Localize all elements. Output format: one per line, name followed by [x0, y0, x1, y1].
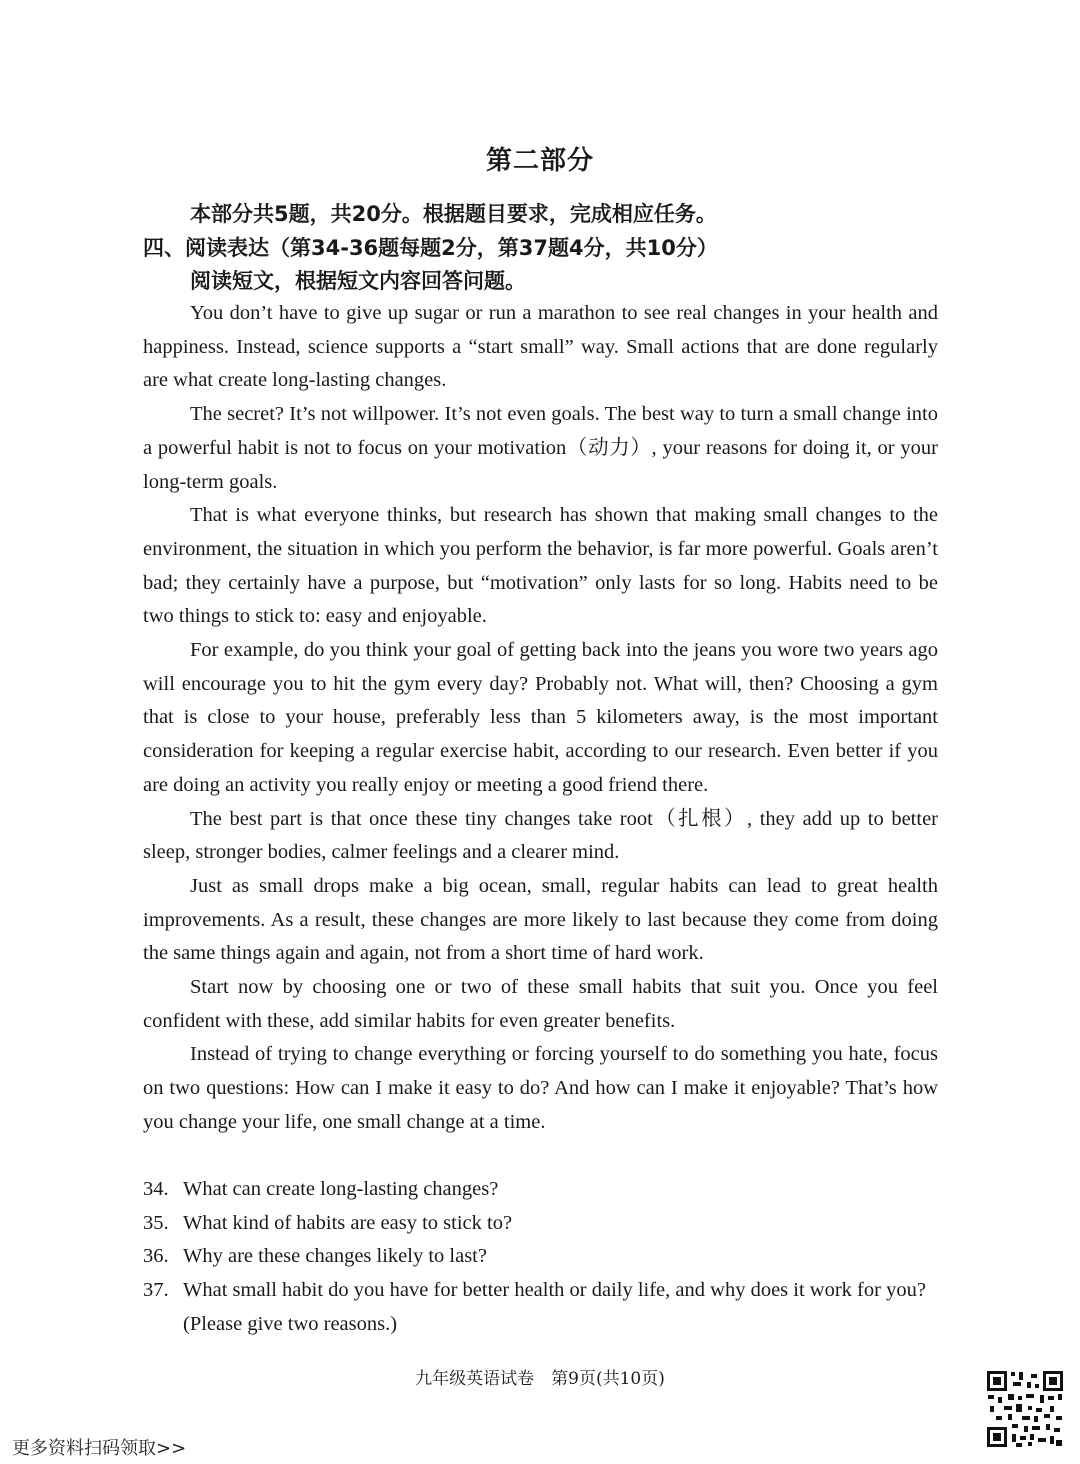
passage-paragraph: Start now by choosing one or two of these small habits that suit you. Once you feel confident with these, add similar habits for even greater benefits. — [143, 976, 938, 1032]
passage-paragraph: Just as small drops make a big ocean, small, regular habits can lead to great health improvements. As a result, these changes are more likely to last because they come from doing the same things again and again, not from a short time of hard work. — [143, 874, 938, 965]
question-item — [143, 1240, 938, 1274]
more-resources-link[interactable]: 更多资料扫码领取>> — [12, 1438, 187, 1459]
question-item — [143, 1274, 938, 1341]
passage-paragraph: The best part is that once these tiny changes take root（扎根）, they add up to better sleep, stronger bodies, calmer feelings and a clearer mind. — [143, 807, 938, 864]
question-text: What kind of habits are easy to stick to? — [183, 1211, 513, 1234]
passage-paragraph: For example, do you think your goal of getting back into the jeans you wore two years ago will encourage you to hit the gym every day? Probably not. What will, then? Choosing a gym that is close to your house, preferably less than 5 kilometers away, is the most important consideration for keeping a regular exercise habit, according to our research. Even better if you are doing an activity you really enjoy or meeting a good friend there. — [143, 639, 938, 796]
passage-paragraph: You don’t have to give up sugar or run a marathon to see real changes in your health and happiness. Instead, science supports a “start small” way. Small actions that are done regularly are what create long-lasting changes. — [143, 302, 938, 392]
passage-paragraph: Instead of trying to change everything or forcing yourself to do something you hate, focus on two questions: How can I make it easy to do? And how can I make it enjoyable? That’s how you change your life, one small change at a time. — [143, 1043, 938, 1133]
question-item — [143, 1207, 938, 1241]
section-intro: 本部分共5题，共20分。根据题目要求，完成相应任务。 — [190, 202, 717, 226]
page-footer: 九年级英语试卷 第9页(共10页) — [415, 1369, 665, 1389]
part-heading: 四、阅读表达（第34-36题每题2分，第37题4分，共10分） — [143, 236, 718, 260]
question-text: What can create long-lasting changes? — [183, 1178, 499, 1200]
section-title: 第二部分 — [485, 146, 594, 176]
passage-paragraph: That is what everyone thinks, but research has shown that making small changes to the environment, the situation in which you perform the behavior, is far more powerful. Goals aren’t bad; they certainly have a purpose, but “motivation” only lasts for so long. Habits need to be two things to stick to: easy and enjoyable. — [143, 504, 938, 628]
question-item — [143, 1173, 938, 1207]
question-number: 37. — [143, 1279, 169, 1302]
question-text: Why are these changes likely to last? — [183, 1245, 487, 1268]
reading-instruction: 阅读短文，根据短文内容回答问题。 — [190, 269, 526, 293]
qr-code-graphic — [986, 1370, 1064, 1448]
reading-passage — [143, 297, 938, 1140]
question-text: What small habit do you have for better health or daily life, and why does it work for you? (Please give two reasons.) — [183, 1279, 926, 1335]
qr-code-icon[interactable] — [986, 1370, 1064, 1448]
question-list — [143, 1173, 938, 1342]
question-number: 34. — [143, 1178, 169, 1200]
passage-paragraph: The secret? It’s not willpower. It’s not even goals. The best way to turn a small change into a powerful habit is not to focus on your motivation（动力）, your reasons for doing it, or your long-term goals. — [143, 403, 938, 493]
question-number: 36. — [143, 1245, 169, 1268]
question-number: 35. — [143, 1211, 169, 1234]
